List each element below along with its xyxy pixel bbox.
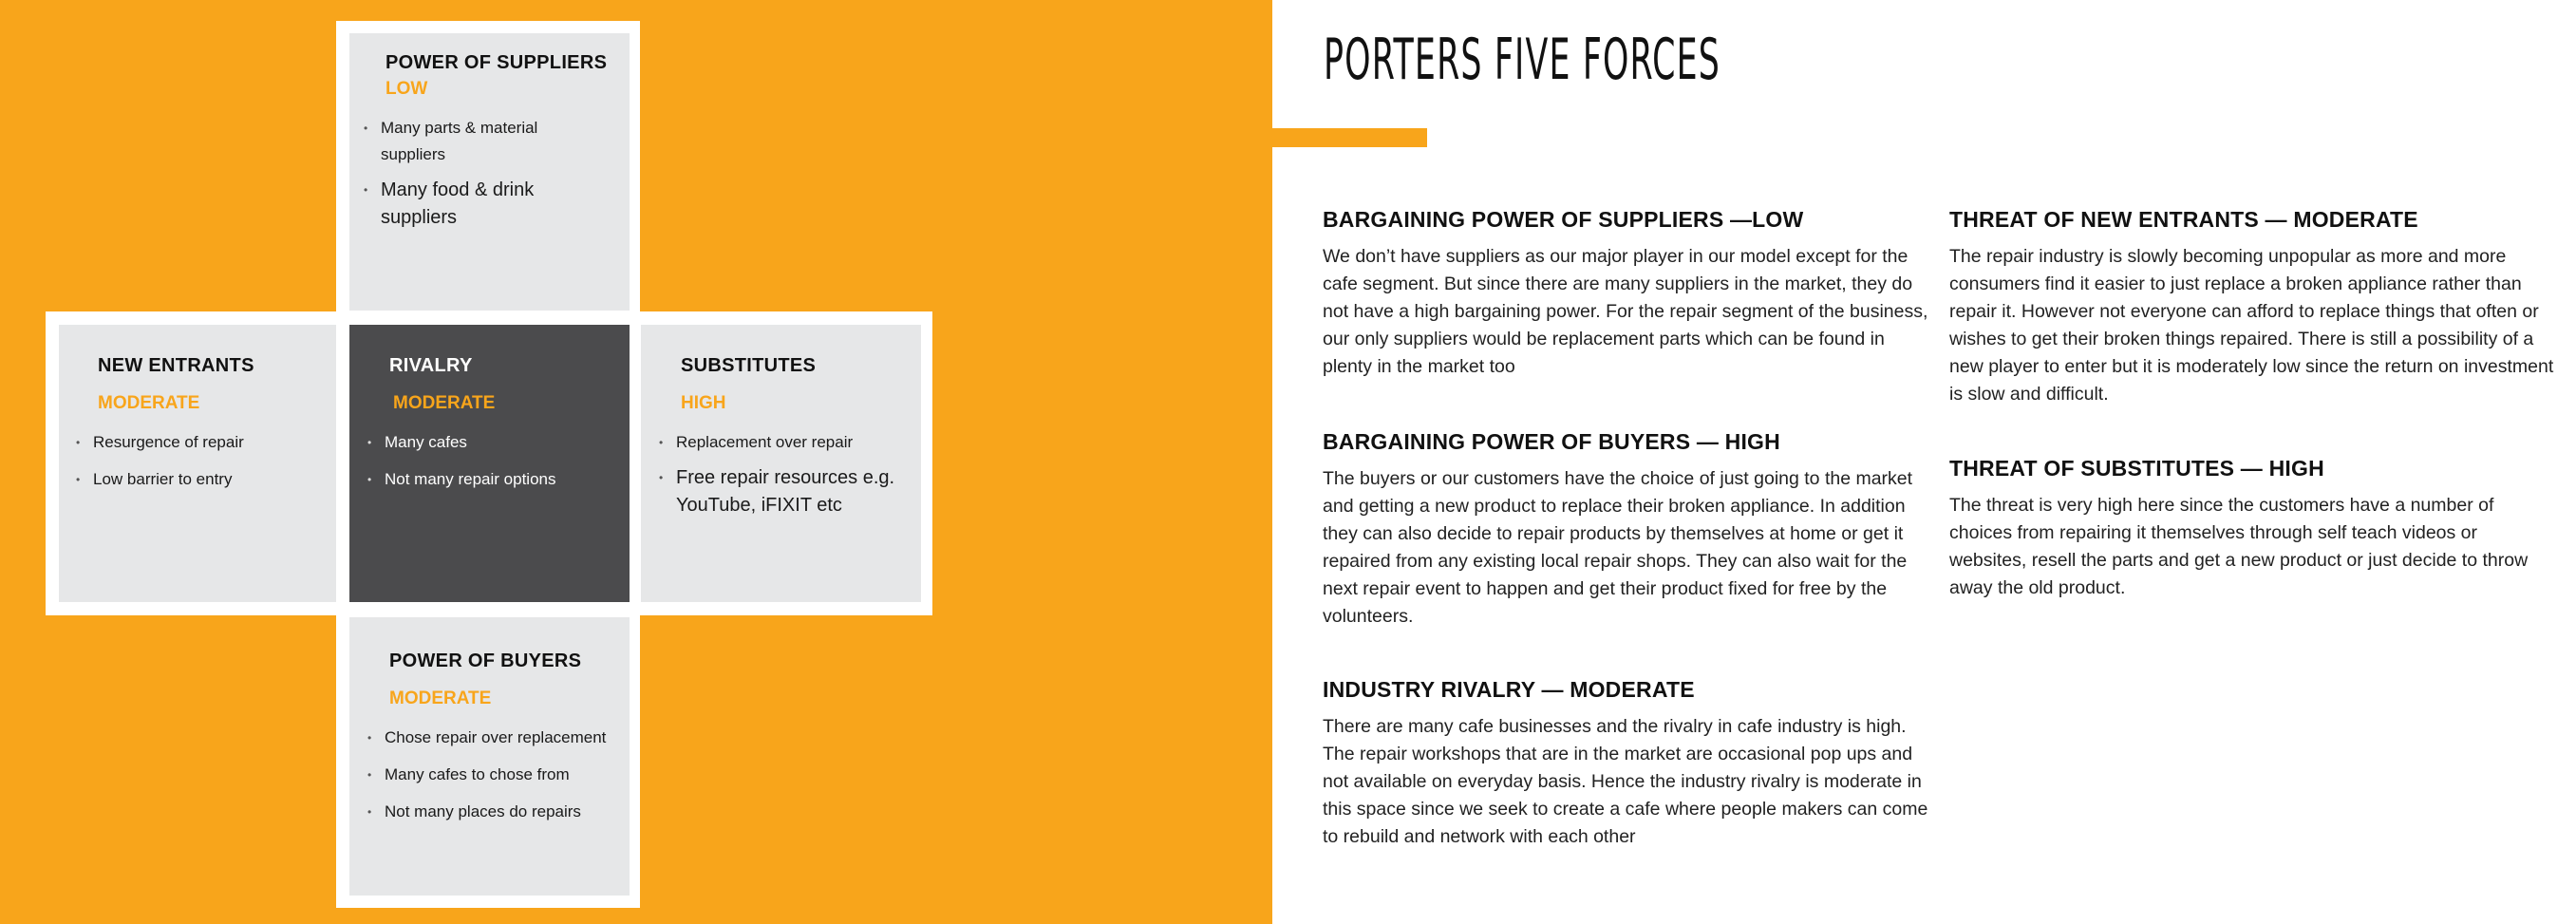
suppliers-level: LOW [385,79,428,99]
section-buyers-heading: BARGAINING POWER OF BUYERS — HIGH [1323,429,1780,454]
section-rivalry-heading: INDUSTRY RIVALRY — MODERATE [1323,677,1695,702]
suppliers-title: POWER OF SUPPLIERS [385,52,608,73]
substitutes-level: HIGH [681,393,726,413]
buyers-bullet-1: • Chose repair over replacement [367,725,614,751]
new-entrants-title: NEW ENTRANTS [98,355,254,376]
substitutes-bullet-1: • Replacement over repair [659,429,911,456]
rivalry-box [349,325,630,602]
rivalry-title: RIVALRY [389,355,473,376]
new-entrants-box [59,325,336,602]
suppliers-bullet-2: • Many food & drink suppliers [364,177,606,232]
new-entrants-bullet-1: • Resurgence of repair [76,429,328,456]
buyers-bullet-3: • Not many places do repairs [367,799,614,825]
section-substitutes-heading: THREAT OF SUBSTITUTES — HIGH [1949,456,2324,481]
diagram-panel [0,0,1272,924]
section-suppliers-body: We don’t have suppliers as our major player in our model except for the cafe segment. But since there are many suppliers in the market, they do not have a high bargaining power. For the repair segment of the business, our only suppliers would be replacement parts which can be found in plenty in the market too [1323,246,1928,377]
buyers-box [349,617,630,896]
section-rivalry-body: There are many cafe businesses and the rivalry in cafe industry is high. The repair workshops that are in the market are occasional pop ups and not available on everyday basis. Hence the industry rivalry is moderate in this space since we seek to create a cafe where people makers can come to rebuild and network with each other [1323,716,1928,847]
section-new-entrants [1949,207,2557,408]
substitutes-bullets [659,429,911,519]
suppliers-bullet-1: • Many parts & material suppliers [364,115,606,168]
new-entrants-bullets [76,429,328,493]
section-buyers-body: The buyers or our customers have the choice of just going to the market and getting a new product to replace their broken appliance. In addition they can also decide to repair products by themselves at home or get it repaired from any existing local repair shops. They can also wait for the next repair event to happen and get their product fixed for free by the volunteers. [1323,468,1913,627]
new-entrants-level: MODERATE [98,393,200,413]
page-title: PORTERS FIVE FORCES [1324,27,1721,93]
substitutes-title: SUBSTITUTES [681,355,817,376]
section-buyers [1323,429,1930,631]
buyers-bullets [367,725,614,825]
title-accent-bar [1271,128,1427,147]
rivalry-bullet-2: • Not many repair options [367,466,619,493]
new-entrants-bullet-2: • Low barrier to entry [76,466,328,493]
section-substitutes-body: The threat is very high here since the customers have a number of choices from repairing it themselves through self teach videos or websites, resell the parts and get a new product or just decide to throw away the old product. [1949,495,2529,598]
section-new-entrants-heading: THREAT OF NEW ENTRANTS — MODERATE [1949,207,2418,232]
suppliers-bullets [364,115,606,232]
rivalry-bullets [367,429,619,493]
buyers-level: MODERATE [389,688,492,708]
buyers-title: POWER OF BUYERS [389,651,582,671]
section-suppliers-heading: BARGAINING POWER OF SUPPLIERS —LOW [1323,207,1804,232]
section-new-entrants-body: The repair industry is slowly becoming unpopular as more and more consumers find it easier to just replace a broken appliance rather than repair it. However not everyone can afford to replace things that often or wishes to get their broken things repaired. There is still a possibility of a new player to enter but it is moderately low since the return on investment is slow and difficult. [1949,246,2554,405]
section-suppliers [1323,207,1930,381]
substitutes-bullet-2: • Free repair resources e.g. YouTube, iFIXIT etc [659,464,911,519]
section-rivalry [1323,677,1930,851]
section-substitutes [1949,456,2557,602]
suppliers-box [349,33,630,311]
rivalry-level: MODERATE [393,393,496,413]
rivalry-bullet-1: • Many cafes [367,429,619,456]
substitutes-box [641,325,921,602]
buyers-bullet-2: • Many cafes to chose from [367,762,614,788]
